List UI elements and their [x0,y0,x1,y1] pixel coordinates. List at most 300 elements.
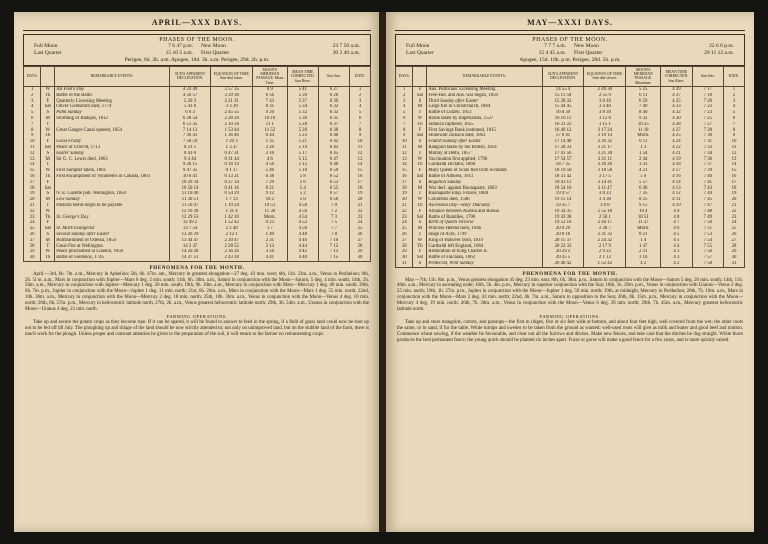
farming-title: FARMING OPERATIONS. [166,314,228,320]
column-header: DAYS. [396,67,413,87]
table-cell: 11 [24,145,41,151]
table-cell: 0 21 [626,232,661,238]
table-cell: 14 [350,162,371,168]
table-cell: 7 53 [692,232,723,238]
table-cell: 10 2 [252,197,287,203]
table-cell: M [413,226,427,232]
table-cell: 20 29 2 [542,249,584,255]
table-cell: 6 57 [318,191,349,197]
table-cell: 4 28 [661,122,692,128]
table-cell: 5 [396,110,413,116]
table-cell: 28 [350,243,371,249]
table-cell: 7 23 [692,110,723,116]
column-header: EQUATION OF TIME. Sun-dial faster. [211,67,253,87]
table-cell: 1 3 37 [211,145,253,151]
table-cell: 2 55 18 [584,209,626,215]
table-cell: Th [41,214,55,220]
table-cell: 3 4 30 [584,197,626,203]
table-cell: F [41,220,55,226]
table-cell: Bombardment of Odessa, 1854 [55,238,170,244]
table-cell: 1 [724,86,745,92]
table-cell: 6 33 [318,110,349,116]
table-cell: Th [41,174,55,180]
table-cell: 2 24 32 [584,238,626,244]
table-cell: 6 28 54 [169,116,211,122]
table-cell: 26 [724,232,745,238]
table-cell: 7 43 [252,98,287,104]
table-cell: 2 55 9 [584,93,626,99]
table-cell: 11 37 [626,220,661,226]
phase-list [396,43,744,56]
table-cell: Sir G. C. Lewis died, 1863 [55,156,170,162]
table-cell: 6 [396,116,413,122]
table-cell: 24 [350,220,371,226]
table-cell: 7 12 [318,243,349,249]
table-cell: 29 [724,249,745,255]
table-cell: 7 56 [692,249,723,255]
table-cell: W [41,209,55,215]
table-cell: 15 [350,168,371,174]
table-cell: 5 [724,110,745,116]
table-cell: 5 8 [287,174,318,180]
table-cell: 6 9 [252,86,287,92]
table-cell: 7 33 [692,145,723,151]
table-cell: 11 [350,145,371,151]
table-cell: 7 [24,122,41,128]
column-header: REMARKABLE EVENTS. [55,67,170,87]
table-cell: 0 41 16 [211,185,253,191]
table-cell: Sat [41,104,55,110]
table-cell: 21 [724,203,745,209]
table-cell: 4 [396,104,413,110]
table-cell: Morn. [626,226,661,232]
table-cell: 17 28 33 [542,145,584,151]
table-cell: Rangoon taken by the British, 1824 [427,145,542,151]
table-cell: 1 7 13 [211,197,253,203]
table-cell: 4 3 [661,249,692,255]
phase-entry: First Quarter 29 11 12 a.m. [574,49,734,56]
table-cell: 2 36 26 [211,249,253,255]
table-cell: 8 43 0 [169,151,211,157]
table-cell: 5 21 [287,139,318,145]
table-cell: F [413,209,427,215]
table-cell: Pastoral Rents begin to be payable [55,203,170,209]
table-cell: 4 33 49 [169,86,211,92]
table-cell: Birth of Queen Victoria [427,220,542,226]
table-cell: 20 40 42 [542,261,584,267]
table-cell: 7 30 [692,133,723,139]
table-cell: 7 58 [692,261,723,267]
table-cell: 7 41 [692,180,723,186]
table-cell: 4 [24,104,41,110]
table-cell: 9 [396,133,413,139]
table-cell: 6 51 35 [169,122,211,128]
table-cell: 6 30 [318,98,349,104]
almanac-spread [14,12,754,532]
table-cell: 7 51 [692,226,723,232]
table-cell: S [413,98,427,104]
table-cell: 7 20 [692,98,723,104]
table-cell: 4 21 [661,151,692,157]
table-cell: 19 [724,191,745,197]
table-cell: 2 43 18 [211,255,253,261]
table-cell: Siege of Acre, 1799 [427,232,542,238]
table-cell: Sat [413,174,427,180]
table-row [24,255,371,261]
table-cell: 21 [350,203,371,209]
table-cell: Restoration of King Charles II. [427,249,542,255]
table-cell: 19 [350,191,371,197]
table-cell: 6 53 [318,180,349,186]
table-cell: Morn. [626,133,661,139]
phenomena-text: May.—7th, 11h. 8m. p.m., Venus greatest elongation 45 deg. 23 min. east; 8th, 6h. 38m. p.m., Saturn in conjunction with the Moon—Saturn 5 deg. 26 min. south; 14th, 11h. 46m. a.m., Mercury in ascending node; 16th, 5h. 4m. p.m., Mercury in superior conjunction with the Sun; 18th, 1h. 20m. p.m., Venus in conjunction with Uranus—Venus 2 deg. 55 min. north; 19th, 1h. 27m. p.m., Jupiter in conjunction with the Moon—Jupiter 1 deg. 50 min. north; 19th, at midnight, Mercury in Perihelion; 20th, 7h. 10m. a.m., Mars in conjunction with the Moon—Mars 2 deg. 43 min. north; 22nd, 4h. 7m. a.m., Saturn in opposition to the Sun; 26th, 8h. 15m. p.m., Mercury in conjunction with the Moon—Mercury 4 deg. 19 min. north; 26th, 7h. 30m. a.m., Venus in conjunction with the Moon—Venus 6 deg. 39 min. north; 29th, 7h. 45m. a.m., Mercury greatest heliocentric latitude north. [397,277,743,312]
table-cell: 6 50 [318,168,349,174]
table-cell: 4 46 [287,238,318,244]
table-cell: 16 0 39 [542,110,584,116]
table-cell: 7 27 [692,122,723,128]
table-cell: Sat [413,93,427,99]
table-cell: 7 58 59 [169,139,211,145]
table-cell: 10 [24,139,41,145]
table-cell: 4 17 [661,168,692,174]
table-cell: 5 15 [287,156,318,162]
table-cell: 3 21 17 [584,145,626,151]
table-cell: 0 27 34 [211,180,253,186]
moon-phases-box [23,34,371,66]
table-cell: 22 [396,209,413,215]
table-cell: Rome taken by Imperialists, 1527 [427,116,542,122]
table-cell: 1 47 [626,243,661,249]
table-cell: 4 10 [661,203,692,209]
table-cell: 15 [24,168,41,174]
table-cell: 10 29 34 [169,180,211,186]
table-cell: 5 9 [626,174,661,180]
table-cell: 29 [350,249,371,255]
table-cell: 3 19 14 [584,133,626,139]
table-cell: 11 50 47 [169,203,211,209]
table-cell: S [41,110,55,116]
table-cell: F [413,86,427,92]
table-cell: 17 [350,180,371,186]
table-cell: Vaccination first applied, 1796 [427,156,542,162]
table-cell: 10 4 [626,209,661,215]
table-cell: Pentecost, Whit Sunday [427,261,542,267]
table-cell: 0 31 44 [211,156,253,162]
table-cell: F [413,168,427,174]
table-cell: N. E. Gazette pub. Wellington, 1850 [55,191,170,197]
table-cell: 2 28 20 [211,116,253,122]
table-cell: Fourth Sunday after Easter [427,139,542,145]
table-cell: 6 38 [318,127,349,133]
table-cell: Sat [41,145,55,151]
table-cell: 3 0 10 [584,98,626,104]
table-cell: 4 6 [252,156,287,162]
table-row [396,261,745,267]
table-cell: 10 [350,139,371,145]
table-cell: 0 47 31 [211,151,253,157]
table-cell: 19 [396,191,413,197]
table-cell: 3 18 58 [584,168,626,174]
table-cell: 23 [24,214,41,220]
page-title: MAY—XXXI DAYS. [395,18,745,31]
table-cell: 1 [396,86,413,92]
table-cell: T [413,110,427,116]
table-cell: 4 6 [661,226,692,232]
table-cell: 11 38 [252,209,287,215]
table-cell: 1 52 42 [211,220,253,226]
table-cell: 26 [24,232,41,238]
table-cell: 3 17 24 [584,127,626,133]
table-cell: 7 49 [626,104,661,110]
table-cell: 6 [724,116,745,122]
table-cell: 2 9 22 [584,249,626,255]
table-cell: 8 31 [252,104,287,110]
table-cell: First Sumpter taken, 1861 [55,168,170,174]
table-cell: 7 48 [692,209,723,215]
table-cell: 5 12 [287,162,318,168]
table-cell: 4 27 [661,127,692,133]
table-cell: 5 34 [287,104,318,110]
table-cell: 6 46 [626,185,661,191]
table-cell: 30 [396,255,413,261]
table-cell: 7 40 [692,174,723,180]
table-cell: 5 28 [287,122,318,128]
table-cell: 20 22 33 [542,243,584,249]
table-cell: 5 57 [626,180,661,186]
table-cell: 31 [396,261,413,267]
table-cell: 5 25 [626,86,661,92]
table-cell: 9 32 [626,116,661,122]
table-cell: F [41,180,55,186]
table-cell: Easter Sunday [55,151,170,157]
table-cell: 3 16 [626,255,661,261]
table-cell: W [413,197,427,203]
table-cell: 27 [724,238,745,244]
table-cell: Sat [41,185,55,191]
table-cell: 25 [724,226,745,232]
table-cell: Garibaldi Dictator, 1860 [427,162,542,168]
table-cell: 18 [724,185,745,191]
moon-phases-box [395,34,745,66]
table-cell: 3 20 32 [584,139,626,145]
column-header [413,67,427,87]
table-cell: 2 31 [626,249,661,255]
table-cell: 9 [350,133,371,139]
table-cell: 1 42 10 [211,214,253,220]
table-cell: T [41,122,55,128]
table-cell: 7 34 [692,151,723,157]
table-cell: Sat [413,133,427,139]
table-cell: 5 0 [287,197,318,203]
table-cell: 4 21 [626,168,661,174]
calendar-table [23,66,371,262]
table-cell: 7 45 [692,197,723,203]
table-cell: 6 43 [318,145,349,151]
table-cell: 8 21 [252,185,287,191]
table-cell: 8 [724,127,745,133]
table-cell: 2 38 7 [584,226,626,232]
phases-title: PHASES OF THE MOON. [159,37,235,43]
table-cell: 6 40 [318,133,349,139]
table-cell: 19 [24,191,41,197]
table-cell: 4 12 [661,191,692,197]
table-cell: 27 [396,238,413,244]
table-cell: 7 17 [692,86,723,92]
table-cell: 5 26 [287,127,318,133]
table-cell: 20 [396,197,413,203]
table-cell: 5 32 [287,110,318,116]
table-cell: 7 37 [692,162,723,168]
table-cell: Battle of Albuera, 1811 [427,174,542,180]
table-cell: 3 39 30 [211,93,253,99]
table-cell: 2 26 [252,145,287,151]
table-cell: W [41,86,55,92]
table-cell: M [41,197,55,203]
table-cell: S [413,261,427,267]
table-cell: 3 16 [252,151,287,157]
table-cell: M [41,116,55,122]
phenomena-text: April.—3rd, 6h. 7m. a.m., Mercury in Aphelion; 5th, 6h. 47m. am., Mercury in greatest elongation—27 deg. 43 min. west; 6th, 11h. 33m. a.m., Venus in Perihelion; 9th, 2h. 5l m. a.m., Mars in conjunction with Jupiter—Mars 0 deg. 2 min. south; 11th, 6h. 30m. a.m., Saturn in conjunction with the Moon—Saturn, 5 deg. 4 min. south; 14th, 2h. 50m. a.m., Mercury in conjunction with Jupiter—Mercury 1 deg. 26 min. south; 19th, 9h. 10m. a.m., Mercury in conjunction with Mars—Mercury 1 deg. 40 min. south; 20th, 6h. 7m. p.m., Jupiter in conjunction with the Moon—Jupiter 1 deg. 11 min. north; 21st, 6h. 20m. a.m., Mars in conjunction with the Moon—Mars 1 deg. 55 min. north; 22nd, 10h. 36m. a.m., Mercury in conjunction with the Moon—Mercury 2 deg. 18 min. north; 25th, 10h. 36m. a.m., Venus in conjunction with the Moon—Venus 4 deg. 10 min. north; 26th, 6h. 57m. p.m., Mercury in heliocentric latitude north; 27th, 2h. a.m., Venus greatest heliocentric latitude north; 29th, 3h. 54m. a.m., Uranus in conjunction with the Moon—Uranus 4 deg. 23 min. north. [25,271,369,312]
table-cell: 4 58 [287,203,318,209]
table-cell: Th [413,122,427,128]
table-cell: F [413,249,427,255]
table-cell: 11 [396,145,413,151]
phenomena-title: PHENOMENA FOR THE MONTH. [522,271,618,277]
table-cell: 8 [396,127,413,133]
table-cell: War decl. against Buonaparte, 1803 [427,185,542,191]
table-cell: 0 13 21 [211,174,253,180]
calendar-table [395,66,745,268]
table-cell: 4 54 [287,214,318,220]
table-cell: T [413,151,427,157]
table-cell: Low Sunday [55,197,170,203]
table-cell: 12 49 2 [169,220,211,226]
table-cell: 2 45 55 [211,110,253,116]
column-header: EQUATION OF TIME. Sun-dial slower. [584,67,626,87]
table-cell: 7 39 [692,168,723,174]
table-cell: Great Ganges Canal opened, 1854 [55,127,170,133]
table-cell: 4 32 [661,110,692,116]
table-cell: 13 44 47 [169,238,211,244]
table-cell: 18 19 50 [542,168,584,174]
table-cell: 1 [350,86,371,92]
table-cell: 11 10 40 [169,191,211,197]
table-cell: 7 54 [692,238,723,244]
table-cell: 9 15 [626,203,661,209]
table-cell: 24 [724,220,745,226]
table-cell: 22 [24,209,41,215]
table-cell: 16 46 12 [542,127,584,133]
table-cell: 5 6 [287,180,318,186]
table-cell: 4 18 [661,162,692,168]
table-cell: All Fool's Day [55,86,170,92]
table-cell: 3 33 [626,162,661,168]
table-cell: 5 20 3 [169,98,211,104]
table-cell: 14 2 47 [169,243,211,249]
table-cell: Peace proclaimed in London, 1856 [55,249,170,255]
table-cell: Stonewall Jackson died, 1863 [427,133,542,139]
table-cell: 7 35 [626,191,661,197]
table-cell: 5 30 [287,116,318,122]
table-cell: 17 [396,180,413,186]
table-cell: 14 20 28 [169,249,211,255]
table-cell: 5 [24,110,41,116]
table-cell: 2 12 1 [211,232,253,238]
table-cell: Third Sunday after Easter [427,98,542,104]
table-cell: 19 43 38 [542,214,584,220]
table-cell: 1 3 [626,145,661,151]
table-cell: 6 [24,116,41,122]
table-cell: 2 [350,93,371,99]
table-cell: Sat [41,226,55,232]
table-cell: 2 49 38 [584,86,626,92]
table-cell: 5 [350,110,371,116]
table-cell: 26 [350,232,371,238]
table-cell: 4 14 [661,180,692,186]
table-cell: F [41,139,55,145]
table-cell: 10 10 [252,116,287,122]
table-cell: First encampment of Volunteers in Canada, 1863 [55,174,170,180]
table-cell: 4 33 [661,104,692,110]
table-cell: 3 8 23 [584,191,626,197]
table-cell: T [41,243,55,249]
table-cell: 27 [24,238,41,244]
table-cell: S [41,191,55,197]
table-cell: Th [413,203,427,209]
table-cell: 21 [396,203,413,209]
table-cell: Battle of Fontenoy, 1745 [55,255,170,261]
table-cell: 28 [396,243,413,249]
table-cell: 3 56 [252,249,287,255]
table-cell: 6 52 [318,174,349,180]
table-cell: 4 5 [661,232,692,238]
table-cell: 7 [396,122,413,128]
table-cell: 2 44 17 [584,220,626,226]
table-cell: 6 [350,116,371,122]
table-cell: 28 [724,243,745,249]
table-cell: Battle of Lutzen, 1813 [427,110,542,116]
table-cell: 1 35 [252,139,287,145]
phases-title: PHASES OF THE MOON. [532,37,608,43]
table-cell: 3 4 40 [584,104,626,110]
table-cell: 7 36 [692,156,723,162]
table-cell: 19 34 35 [542,209,584,215]
table-cell: 3 20 20 [584,162,626,168]
table-cell: 4 2 [661,261,692,267]
table-cell: Aus. Publicans' Licensing Meeting [427,86,542,92]
table-cell: 7 13 [318,249,349,255]
table-cell: 15 44 45 [542,104,584,110]
table-cell: 8 [350,127,371,133]
table-cell: 2 10 56 [211,122,253,128]
table-cell: 0 1 17 [211,168,253,174]
table-cell: 1 54 [626,151,661,157]
table-cell: 15 [724,168,745,174]
table-cell: 4 22 [661,145,692,151]
column-header: MEAN TIME CORRECTED. Sun Rises. [287,67,318,87]
table-cell: 20 15 37 [542,238,584,244]
table-cell: 3 15 1 [584,122,626,128]
table-cell: 11 52 [252,127,287,133]
table-cell: 4 11 [661,197,692,203]
table-cell: 5 43 8 [169,104,211,110]
table-cell: 6 27 [318,86,349,92]
table-cell: 22 [724,209,745,215]
table-cell: 7 55 [692,243,723,249]
table-cell: M [41,156,55,162]
table-cell: Sat [413,214,427,220]
table-cell: 2 [24,93,41,99]
